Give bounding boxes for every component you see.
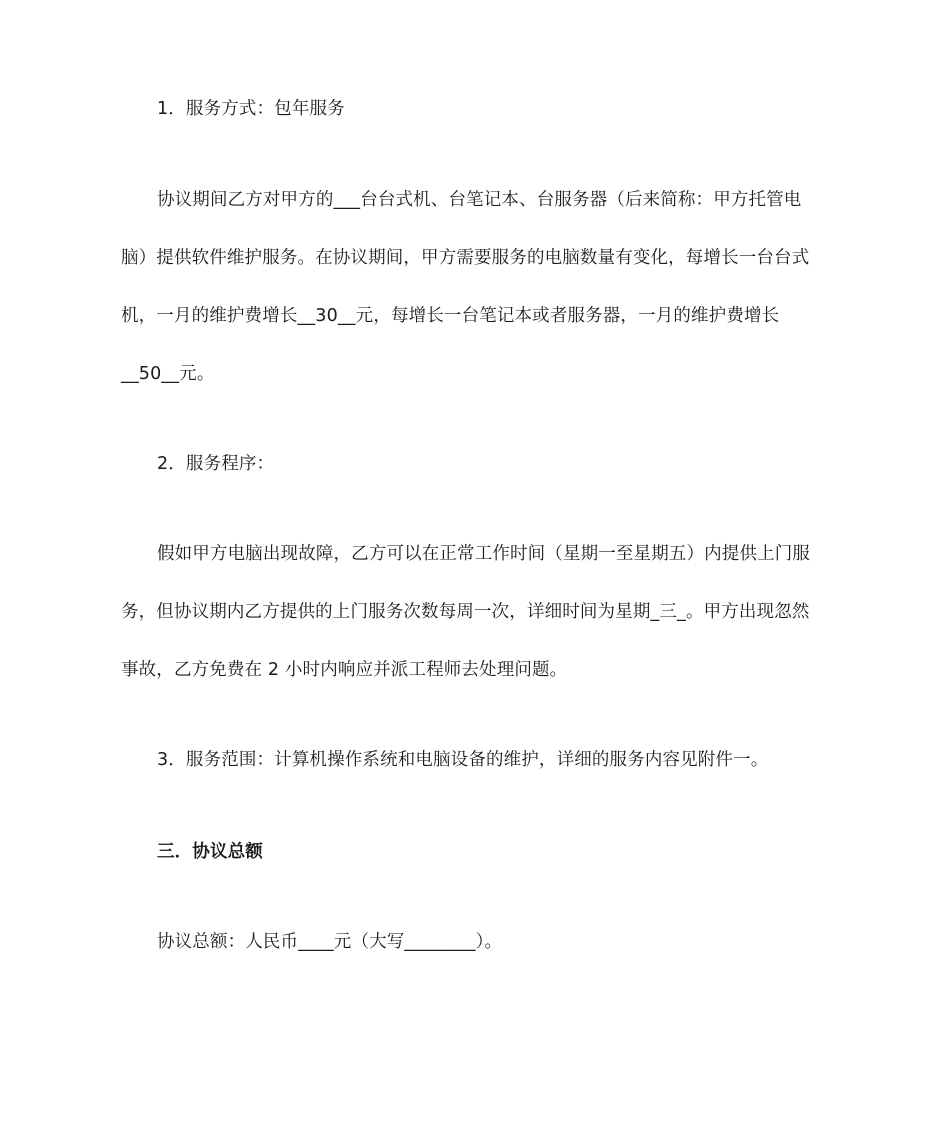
service-procedure-paragraph-line: 假如甲方电脑出现故障，乙方可以在正常工作时间（星期一至星期五）内提供上门服 [157, 544, 811, 564]
service-procedure-paragraph-line: 务，但协议期内乙方提供的上门服务次数每周一次，详细时间为星期_三_。甲方出现忽然 [121, 602, 810, 622]
service-procedure-paragraph-line: 事故，乙方免费在 2 小时内响应并派工程师去处理问题。 [121, 660, 568, 680]
service-mode-paragraph-line: 机，一月的维护费增长__30__元，每增长一台笔记本或者服务器，一月的维护费增长 [121, 306, 780, 326]
service-mode-heading: 1．服务方式：包年服务 [157, 99, 345, 119]
section-heading-total: 三．协议总额 [157, 842, 263, 862]
service-mode-paragraph-line: 脑）提供软件维护服务。在协议期间，甲方需要服务的电脑数量有变化，每增长一台台式 [121, 248, 810, 268]
service-scope-paragraph: 3．服务范围：计算机操作系统和电脑设备的维护，详细的服务内容见附件一。 [157, 750, 769, 770]
service-procedure-heading: 2．服务程序： [157, 454, 275, 474]
total-amount-paragraph: 协议总额：人民币____元（大写________）。 [157, 932, 503, 952]
service-mode-paragraph-line: __50__元。 [121, 364, 215, 384]
service-mode-paragraph-line: 协议期间乙方对甲方的___台台式机、台笔记本、台服务器（后来简称：甲方托管电 [157, 190, 802, 210]
